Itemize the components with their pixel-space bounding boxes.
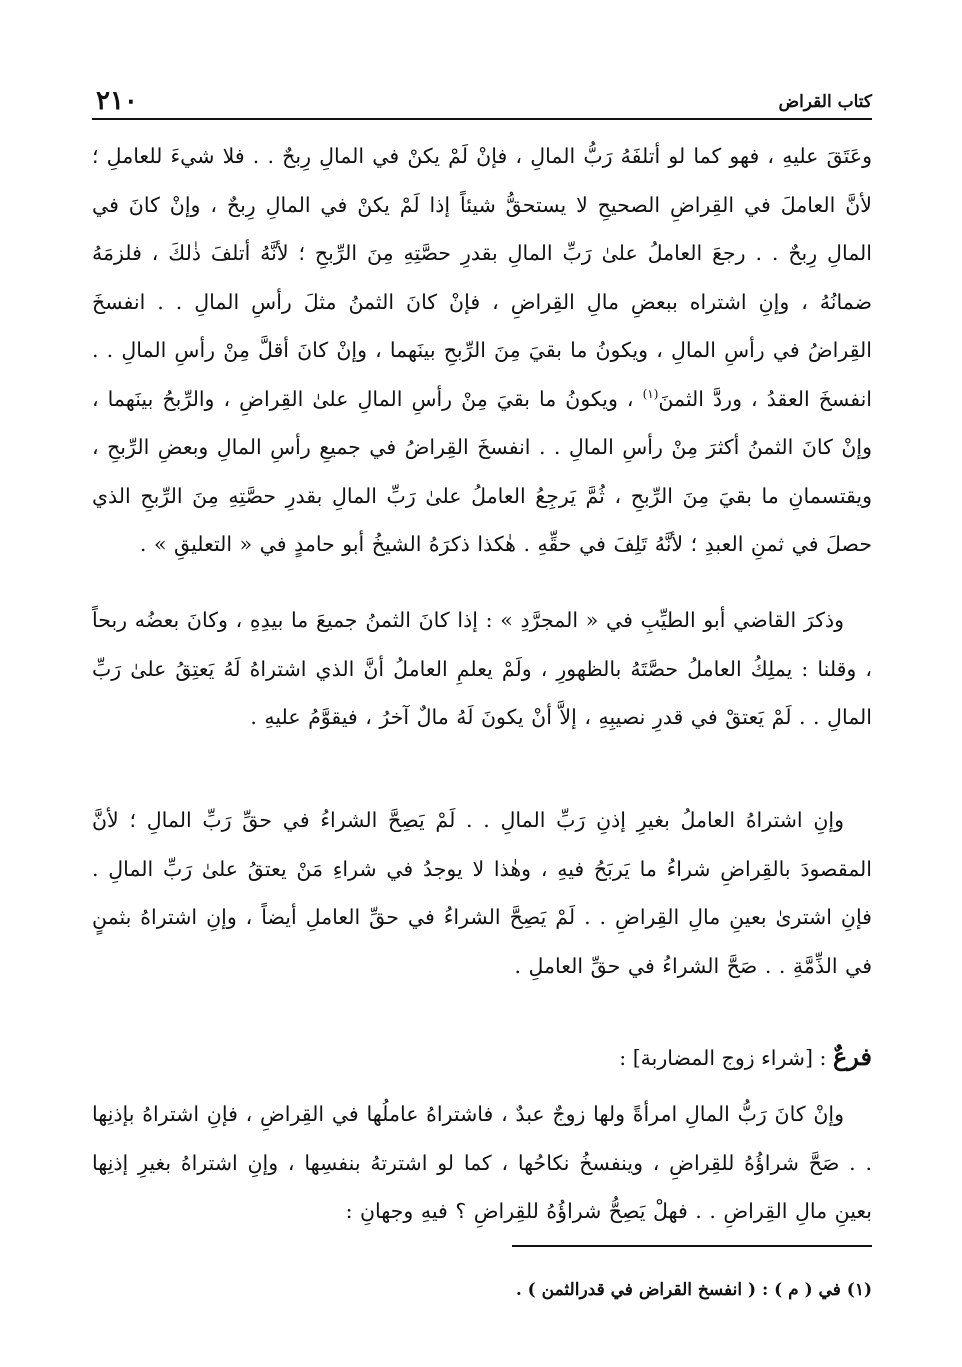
footnote-divider: [512, 1245, 872, 1247]
paragraph-3-text: وإنِ اشتراهُ العاملُ بغيرِ إذنِ رَبِّ المالِ . . لَمْ يَصِحَّ الشراءُ في حقِّ رَبِّ المالِ ؛ لأنَّ المقصودَ بالقِراضِ شراءُ ما يَربَحُ فيهِ ، وهٰذا لا يوجدُ في شراءِ مَنْ يعتقُ علىٰ رَبِّ المالِ . فإنِ اشترىٰ بعينِ مالِ القِراضِ . . لَمْ يَصِحَّ الشراءُ في حقِّ العاملِ أيضاً ، وإنِ اشتراهُ بثمنٍ في الذِّمَّةِ . . صَحَّ الشراءُ في حقِّ العاملِ .: [92, 808, 872, 978]
paragraph-1: وعَتَقَ عليهِ ، فهو كما لو أتلفَهُ رَبُّ المالِ ، فإنْ لَمْ يكنْ في المالِ رِبحٌ . . فلا شيءَ للعاملِ ؛ لأنَّ العاملَ في القِراضِ الصحيحِ لا يستحقُّ شيئاً إذا لَمْ يكنْ في المالِ رِبحٌ ، وإنْ كانَ في المالِ رِبحٌ . . رجعَ العاملُ علىٰ رَبِّ المالِ بقدرِ حصَّتِهِ مِنَ الرِّبحِ ؛ لأنَّهُ أتلفَ ذٰلكَ ، فلزمَهُ ضمانُهُ ، وإنِ اشتراه ببعضِ مالِ القِراضِ ، فإنْ كانَ الثمنُ مثلَ رأسِ المالِ . . انفسخَ القِراضُ في رأسِ المالِ ، ويكونُ ما بقيَ مِنَ الرِّبحِ بينَهما ، وإنْ كانَ أقلَّ مِنْ رأسِ المالِ . . انفسخَ العقدُ ، وردَّ الثمنَ$^{(١)}$ ، ويكونُ ما بقيَ مِنْ رأسِ المالِ علىٰ القِراضِ ، والرِّبحُ بينَهما ، وإنْ كانَ الثمنُ أكثرَ مِنْ رأسِ المالِ . . انفسخَ القِراضُ في جميعِ رأسِ المالِ وبعضِ الرِّبحِ ، ويقتسمانِ ما بقيَ مِنَ الرِّبحِ ، ثُمَّ يَرجِعُ العاملُ علىٰ رَبِّ المالِ بقدرِ حصَّتِهِ مِنَ الرِّبحِ الذي حصلَ في ثمنِ العبدِ ؛ لأنَّهُ تَلِفَ في حقِّهِ . هٰكذا ذكرَهُ الشيخُ أبو حامدٍ في « التعليقِ » .: [92, 144, 873, 556]
paragraph-2-text: وذكرَ القاضي أبو الطيِّبِ في « المجرَّدِ » : إذا كانَ الثمنُ جميعَ ما بيدِهِ ، وكانَ بعضُه ربحاً ، وقلنا : يملِكُ العاملُ حصَّتَهُ بالظهورِ ، ولَمْ يعلمِ العاملُ أنَّ الذي اشتراهُ لَهُ يَعتِقُ علىٰ رَبِّ المالِ . . لَمْ يَعتقْ في قدرِ نصيبِهِ ، إلاَّ أنْ يكونَ لَهُ مالٌ آخرُ ، فيقوَّمُ عليهِ .: [92, 608, 872, 729]
paragraph-3: [92, 796, 872, 990]
branch-keyword: فرعٌ: [832, 1042, 872, 1071]
chapter-title: كتاب القراض: [778, 92, 872, 112]
paragraph-4: [92, 1090, 872, 1236]
page-number: ٢١٠: [96, 86, 138, 116]
paragraph-4-text: وإنْ كانَ رَبُّ المالِ امرأةً ولها زوجٌ عبدٌ ، فاشتراهُ عاملُها في القِراضِ ، فإنِ اشتراهُ بإذنِها . . صَحَّ شراؤُهُ للقِراضِ ، وينفسخُ نكاحُها ، كما لو اشترتهُ بنفسِها ، وإنِ اشتراهُ بغيرِ إذنِها بعينِ مالِ القِراضِ . . فهلْ يَصِحُّ شراؤُهُ للقِراضِ ؟ فيهِ وجهانِ :: [92, 1102, 872, 1223]
paragraph-2: [92, 596, 872, 742]
footnote-marker: (١): [642, 386, 659, 401]
section-heading: [619, 1033, 872, 1082]
footnote: (١) في ( م ) : ( انفسخ القراض في قدرالثمن ) .: [515, 1280, 872, 1300]
running-header: [92, 78, 872, 120]
paragraph-1-continuation: ويكونُ ما بقيَ مِنْ رأسِ المالِ علىٰ القِراضِ ، والرِّبحُ بينَهما ، وإنْ كانَ الثمنُ أكثرَ مِنْ رأسِ المالِ . . انفسخَ القِراضُ في جميعِ رأسِ المالِ وبعضِ الرِّبحِ ، ويقتسمانِ ما بقيَ مِنَ الرِّبحِ ، ثُمَّ يَرجِعُ العاملُ علىٰ رَبِّ المالِ بقدرِ حصَّتِهِ مِنَ الرِّبحِ الذي حصلَ في ثمنِ العبدِ ؛ لأنَّهُ تَلِفَ في حقِّهِ . هٰكذا ذكرَهُ الشيخُ أبو حامدٍ في « التعليقِ » .: [92, 386, 872, 556]
branch-title: : [شراء زوج المضاربة] :: [619, 1046, 827, 1070]
paragraph-1-text: وعَتَقَ عليهِ ، فهو كما لو أتلفَهُ رَبُّ المالِ ، فإنْ لَمْ يكنْ في المالِ رِبحٌ . . فلا شيءَ للعاملِ ؛ لأنَّ العاملَ في القِراضِ الصحيحِ لا يستحقُّ شيئاً إذا لَمْ يكنْ في المالِ رِبحٌ ، وإنْ كانَ في المالِ رِبحٌ . . رجعَ العاملُ علىٰ رَبِّ المالِ بقدرِ حصَّتِهِ مِنَ الرِّبحِ ؛ لأنَّهُ أتلفَ ذٰلكَ ، فلزمَهُ ضمانُهُ ، وإنِ اشتراه ببعضِ مالِ القِراضِ ، فإنْ كانَ الثمنُ مثلَ رأسِ المالِ . . انفسخَ القِراضُ في رأسِ المالِ ، ويكونُ ما بقيَ مِنَ الرِّبحِ بينَهما ، وإنْ كانَ أقلَّ مِنْ رأسِ المالِ . . انفسخَ العقدُ ، وردَّ الثمنَ: [92, 144, 873, 411]
